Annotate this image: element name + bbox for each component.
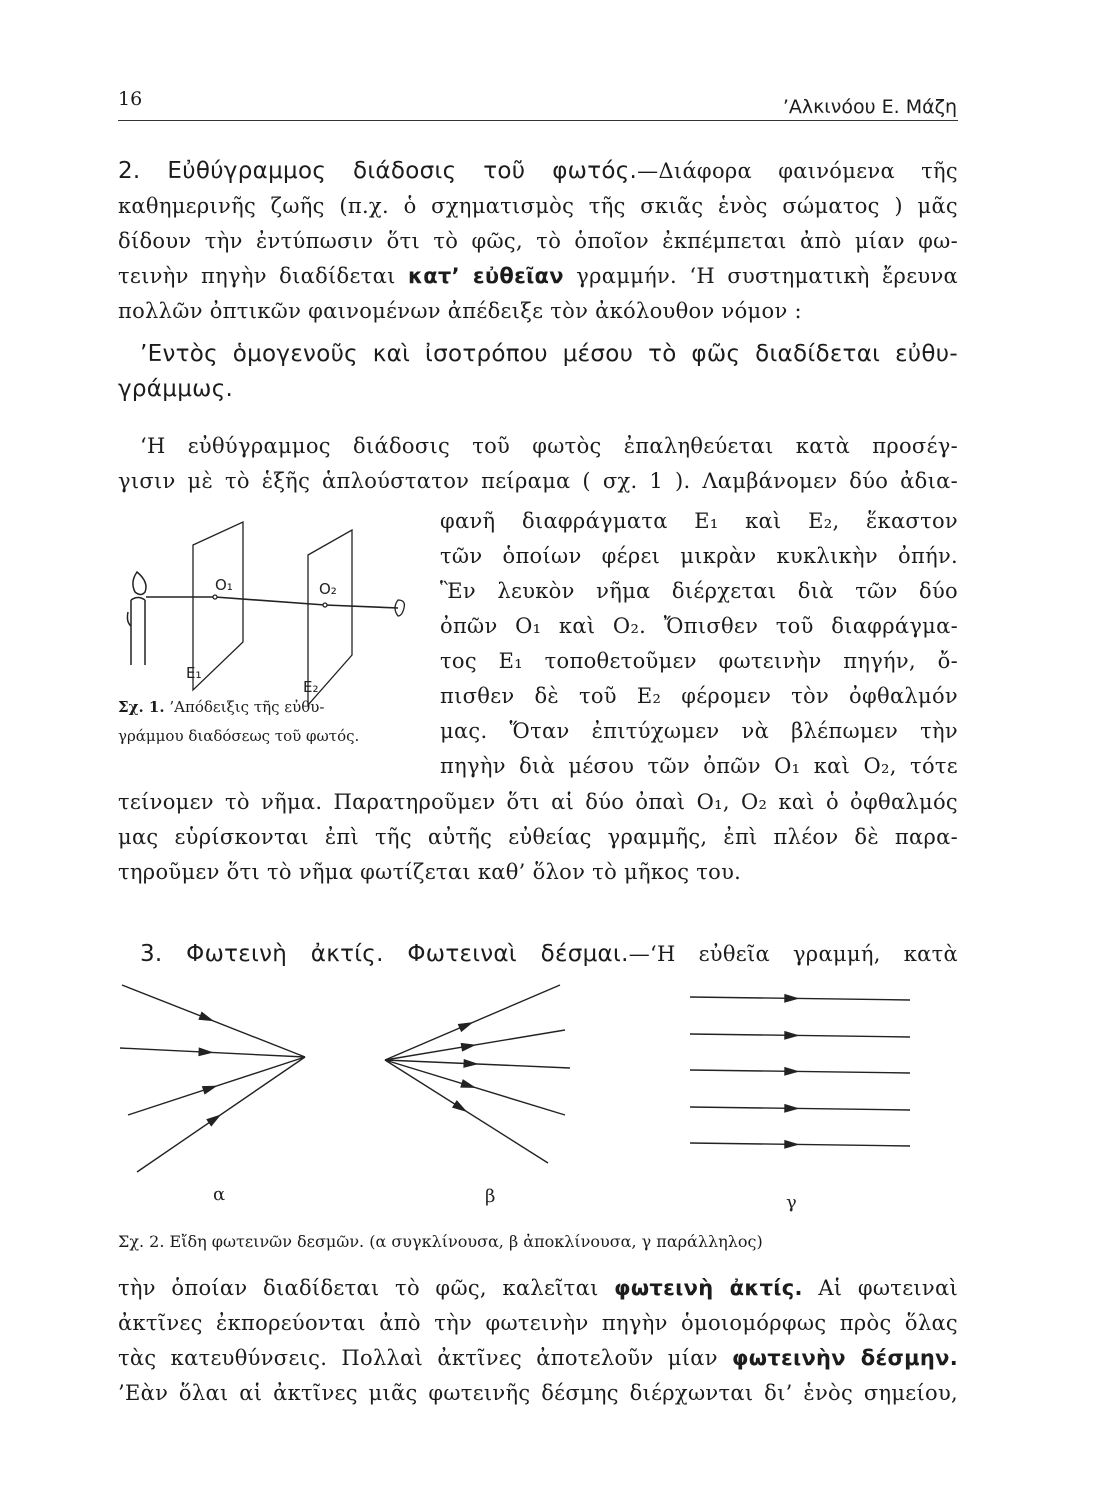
parallel-ray <box>690 1070 910 1073</box>
text-segment: τῶν ὁποίων φέρει μικρὰν κυκλικὴν ὀπήν. <box>440 544 958 568</box>
text-segment: τηροῦμεν ὅτι τὸ νῆμα φωτίζεται καθ’ ὅλον τὸ μῆκος του. <box>118 860 742 884</box>
text-segment: ὀπῶν Ο₁ καὶ Ο₂. Ὄπισθεν τοῦ διαφράγμα- <box>440 614 958 638</box>
label-gamma: γ <box>786 1192 797 1213</box>
bold-term: κατ’ εὐθεῖαν <box>407 264 564 288</box>
label-beta: β <box>485 1186 496 1207</box>
text-segment: γισιν μὲ τὸ ἑξῆς ἁπλούστατον πείραμα ( σχ. 1 ). Λαμβάνομεν δύο ἀδια- <box>118 469 958 493</box>
text-segment: τος Ε₁ τοποθετοῦμεν φωτεινὴν πηγήν, ὄ- <box>440 649 958 673</box>
text-segment: γραμμήν. ‘Η συστηματικὴ ἔρευνα <box>563 264 958 288</box>
text-segment: φανῆ διαφράγματα Ε₁ καὶ Ε₂, ἕκαστον <box>440 509 958 533</box>
text-segment: πισθεν δὲ τοῦ Ε₂ φέρομεν τὸν ὀφθαλμόν <box>440 684 958 708</box>
text-segment: ‘Η εὐθύγραμμος διάδοσις τοῦ φωτὸς ἐπαληθεύεται κατὰ προσέγ- <box>140 434 958 458</box>
text-segment: μας εὑρίσκονται ἐπὶ τῆς αὐτῆς εὐθείας γραμμῆς, ἐπὶ πλέον δὲ παρα- <box>118 825 958 849</box>
text-segment: τὰς κατευθύνσεις. Πολλαὶ ἀκτῖνες ἀποτελοῦν μίαν <box>118 1346 732 1370</box>
text-segment: —‘Η εὐθεῖα γραμμή, κατὰ <box>628 942 958 966</box>
label-o1: O₁ <box>215 576 233 594</box>
text-segment: δίδουν τὴν ἐντύπωσιν ὅτι τὸ φῶς, τὸ ὁποῖον ἐκπέμπεται ἀπὸ μίαν φω- <box>118 229 958 253</box>
parallel-ray <box>690 1107 910 1110</box>
bold-term: φωτεινὴ ἀκτίς. <box>614 1276 803 1300</box>
arrow-icon <box>453 1101 465 1110</box>
arrow-icon <box>461 1044 473 1051</box>
arrow-icon <box>785 1068 797 1075</box>
label-e2: E₂ <box>303 678 319 696</box>
text-segment: πολλῶν ὀπτικῶν φαινομένων ἀπέδειξε τὸν ἀκόλουθον νόμον : <box>118 299 802 323</box>
arrow-icon <box>199 1048 211 1055</box>
arrow-icon <box>785 1141 797 1148</box>
figure2-caption: Σχ. 2. Εἴδη φωτεινῶν δεσμῶν. (α συγκλίνουσα, β ἀποκλίνουσα, γ παράλληλος) <box>118 1232 763 1251</box>
figure1-caption-text: ’Απόδειξις τῆς εὐθυ- <box>169 698 325 716</box>
page-number: 16 <box>118 88 143 110</box>
bold-term: φωτεινὴν δέσμην. <box>732 1346 959 1370</box>
section-heading: 2. Εὐθύγραμμος διάδοσις τοῦ φωτός. <box>118 158 638 184</box>
section-heading: ’Εντὸς ὁμογενοῦς καὶ ἰσοτρόπου μέσου τὸ φῶς διαδίδεται εὐθυ- <box>140 341 958 367</box>
figure1-caption-number: Σχ. 1. <box>118 698 165 716</box>
thread <box>146 597 398 608</box>
arrow-icon <box>207 1116 219 1126</box>
text-segment: ’Εὰν ὅλαι αἱ ἀκτῖνες μιᾶς φωτεινῆς δέσμης διέρχωνται δι’ ἑνὸς σημείου, <box>118 1381 958 1405</box>
section-heading: γράμμως. <box>118 376 234 402</box>
label-o2: O₂ <box>319 580 337 598</box>
arrow-icon <box>203 1086 215 1093</box>
text-segment: μας. Ὅταν ἐπιτύχωμεν νὰ βλέπωμεν τὴν <box>440 719 958 743</box>
parallel-ray <box>690 1034 910 1037</box>
figure-2 <box>120 985 910 1172</box>
arrow-icon <box>785 995 797 1002</box>
figure1-caption-line2: γράμμου διαδόσεως τοῦ φωτός. <box>118 727 360 745</box>
arrow-icon <box>464 1060 476 1067</box>
running-head-author: ’Αλκινόου Ε. Μάζη <box>782 96 957 118</box>
text-segment: καθημερινῆς ζωῆς (π.χ. ὁ σχηματισμὸς τῆς σκιᾶς ἑνὸς σώματος ) μᾶς <box>118 194 958 218</box>
text-segment: —Διάφορα φαινόμενα τῆς <box>637 159 958 183</box>
arrow-icon <box>785 1032 797 1039</box>
parallel-ray <box>690 997 910 1000</box>
label-alpha: α <box>213 1184 226 1205</box>
label-e1: E₁ <box>186 664 202 682</box>
text-segment: ἀκτῖνες ἐκπορεύονται ἀπὸ τὴν φωτεινὴν πηγὴν ὁμοιομόρφως πρὸς ὅλας <box>118 1311 958 1335</box>
parallel-ray <box>690 1143 910 1146</box>
text-segment: Ἓν λευκὸν νῆμα διέρχεται διὰ τῶν δύο <box>440 579 958 603</box>
figure1-caption-line1 <box>118 698 324 716</box>
section-heading: 3. Φωτεινὴ ἀκτίς. Φωτειναὶ δέσμαι. <box>140 941 629 967</box>
text-segment: Αἱ φωτειναὶ <box>802 1276 958 1300</box>
text-segment: τείνομεν τὸ νῆμα. Παρατηροῦμεν ὅτι αἱ δύο ὀπαὶ Ο₁, Ο₂ καὶ ὁ ὀφθαλμός <box>118 790 958 814</box>
text-segment: πηγὴν διὰ μέσου τῶν ὀπῶν Ο₁ καὶ Ο₂, τότε <box>440 754 958 778</box>
arrow-icon <box>459 1023 471 1031</box>
text-segment: τεινὴν πηγὴν διαδίδεται <box>118 264 408 288</box>
candle-icon <box>127 572 146 665</box>
text-segment: τὴν ὁποίαν διαδίδεται τὸ φῶς, καλεῖται <box>118 1276 615 1300</box>
arrow-icon <box>199 1013 211 1021</box>
arrow-icon <box>785 1105 797 1112</box>
arrow-icon <box>461 1080 473 1087</box>
